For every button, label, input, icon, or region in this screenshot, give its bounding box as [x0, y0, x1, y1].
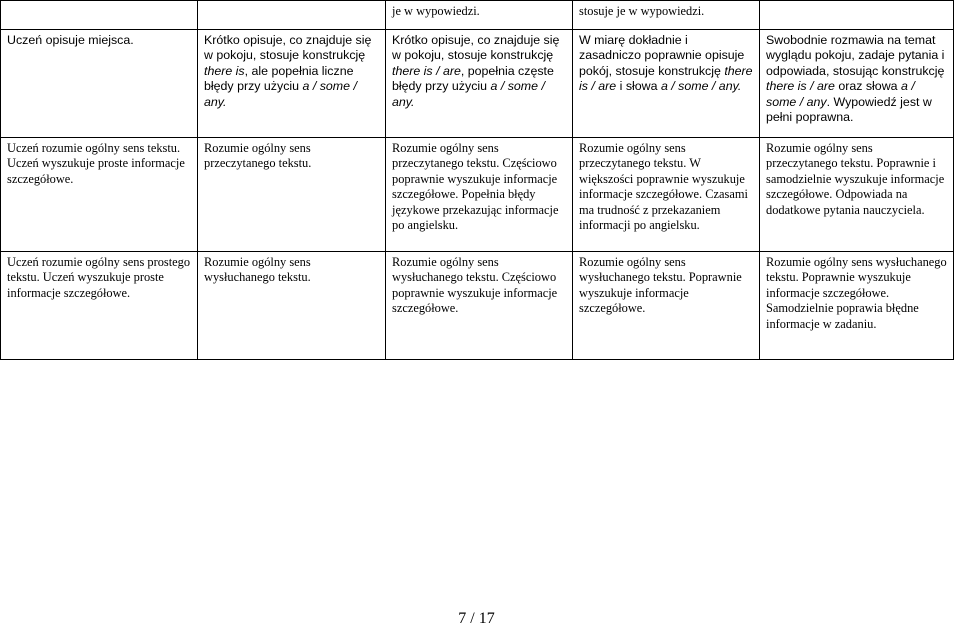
italic-text: there is / are	[392, 63, 461, 78]
italic-text: a / some / any	[766, 79, 915, 109]
italic-text: a / some / any.	[660, 79, 742, 94]
italic-text: there is / are	[766, 79, 835, 94]
cell-text: Swobodnie rozmawia na temat wyglądu pokoju, zadaje pytania i odpowiada, stosując konstrukcję	[766, 33, 945, 78]
grade-cell	[760, 138, 954, 252]
grade-cell	[760, 252, 954, 360]
table-cell	[760, 1, 954, 30]
cell-text: Rozumie ogólny sens wysłuchanego tekstu.	[204, 255, 311, 285]
grade-cell	[573, 30, 760, 138]
italic-text: there is / are	[579, 63, 753, 94]
cell-text: Krótko opisuje, co znajduje się w pokoju, stosuje konstrukcję	[392, 33, 560, 63]
grade-cell	[573, 252, 760, 360]
cell-text: Rozumie ogólny sens przeczytanego tekstu. W większości poprawnie wyszukuje informacje szczegółowe. Czasami ma trudność z przekazaniem informacji po angielsku.	[579, 141, 748, 233]
table-row-reading	[1, 138, 954, 252]
italic-text: a / some / any.	[392, 79, 545, 109]
grade-cell	[198, 138, 386, 252]
criterion-cell	[1, 252, 198, 360]
cell-text: Rozumie ogólny sens wysłuchanego tekstu. Poprawnie wyszukuje informacje szczegółowe.	[579, 255, 742, 316]
grade-cell	[760, 30, 954, 138]
cell-text: Krótko opisuje, co znajduje się w pokoju, stosuje konstrukcję	[204, 33, 372, 63]
cell-text: Rozumie ogólny sens przeczytanego tekstu. Częściowo poprawnie wyszukuje informacje szczegółowe. Popełnia błędy językowe przekazując informacje po angielsku.	[392, 141, 559, 233]
grade-cell	[386, 30, 573, 138]
cell-text: i słowa	[616, 79, 661, 94]
page-number: 7 / 17	[458, 610, 495, 627]
table-row-continuation	[1, 1, 954, 30]
table-row-listening	[1, 252, 954, 360]
grade-cell	[198, 30, 386, 138]
table-cell: je w wypowiedzi.	[386, 1, 573, 30]
cell-text: , ale popełnia liczne błędy przy użyciu	[204, 63, 354, 94]
cell-text: Uczeń rozumie ogólny sens tekstu. Uczeń wyszukuje proste informacje szczegółowe.	[7, 141, 185, 186]
grade-cell	[573, 138, 760, 252]
table-row-describing-place	[1, 30, 954, 138]
criterion-cell	[1, 138, 198, 252]
cell-text: Uczeń rozumie ogólny sens prostego tekstu. Uczeń wyszukuje proste informacje szczegółowe.	[7, 255, 191, 300]
cell-text: . Wypowiedź jest w pełni poprawna.	[766, 94, 932, 125]
italic-text: a / some / any.	[204, 79, 357, 109]
cell-text: Rozumie ogólny sens wysłuchanego tekstu. Częściowo poprawnie wyszukuje informacje szczegółowe.	[392, 255, 558, 316]
cell-text: Rozumie ogólny sens przeczytanego tekstu. Poprawnie i samodzielnie wyszukuje informacje szczegółowe. Odpowiada na dodatkowe pytania nauczyciela.	[766, 141, 945, 217]
cell-text: W miarę dokładnie i zasadniczo poprawnie opisuje pokój, stosuje konstrukcję	[579, 33, 745, 78]
italic-text: there is	[204, 63, 245, 78]
table-cell	[198, 1, 386, 30]
table-cell: stosuje je w wypowiedzi.	[573, 1, 760, 30]
cell-text: Rozumie ogólny sens wysłuchanego tekstu. Poprawnie wyszukuje informacje szczegółowe. Samodzielnie poprawia błędne informacje w zadaniu.	[766, 255, 947, 331]
criterion-cell: Uczeń opisuje miejsca.	[1, 30, 198, 138]
grade-cell	[386, 252, 573, 360]
grade-cell	[386, 138, 573, 252]
cell-text: oraz słowa	[834, 79, 901, 94]
cell-text: , popełnia częste błędy przy użyciu	[392, 63, 554, 94]
cell-text: Rozumie ogólny sens przeczytanego tekstu.	[204, 141, 312, 171]
grade-cell	[198, 252, 386, 360]
table-cell	[1, 1, 198, 30]
